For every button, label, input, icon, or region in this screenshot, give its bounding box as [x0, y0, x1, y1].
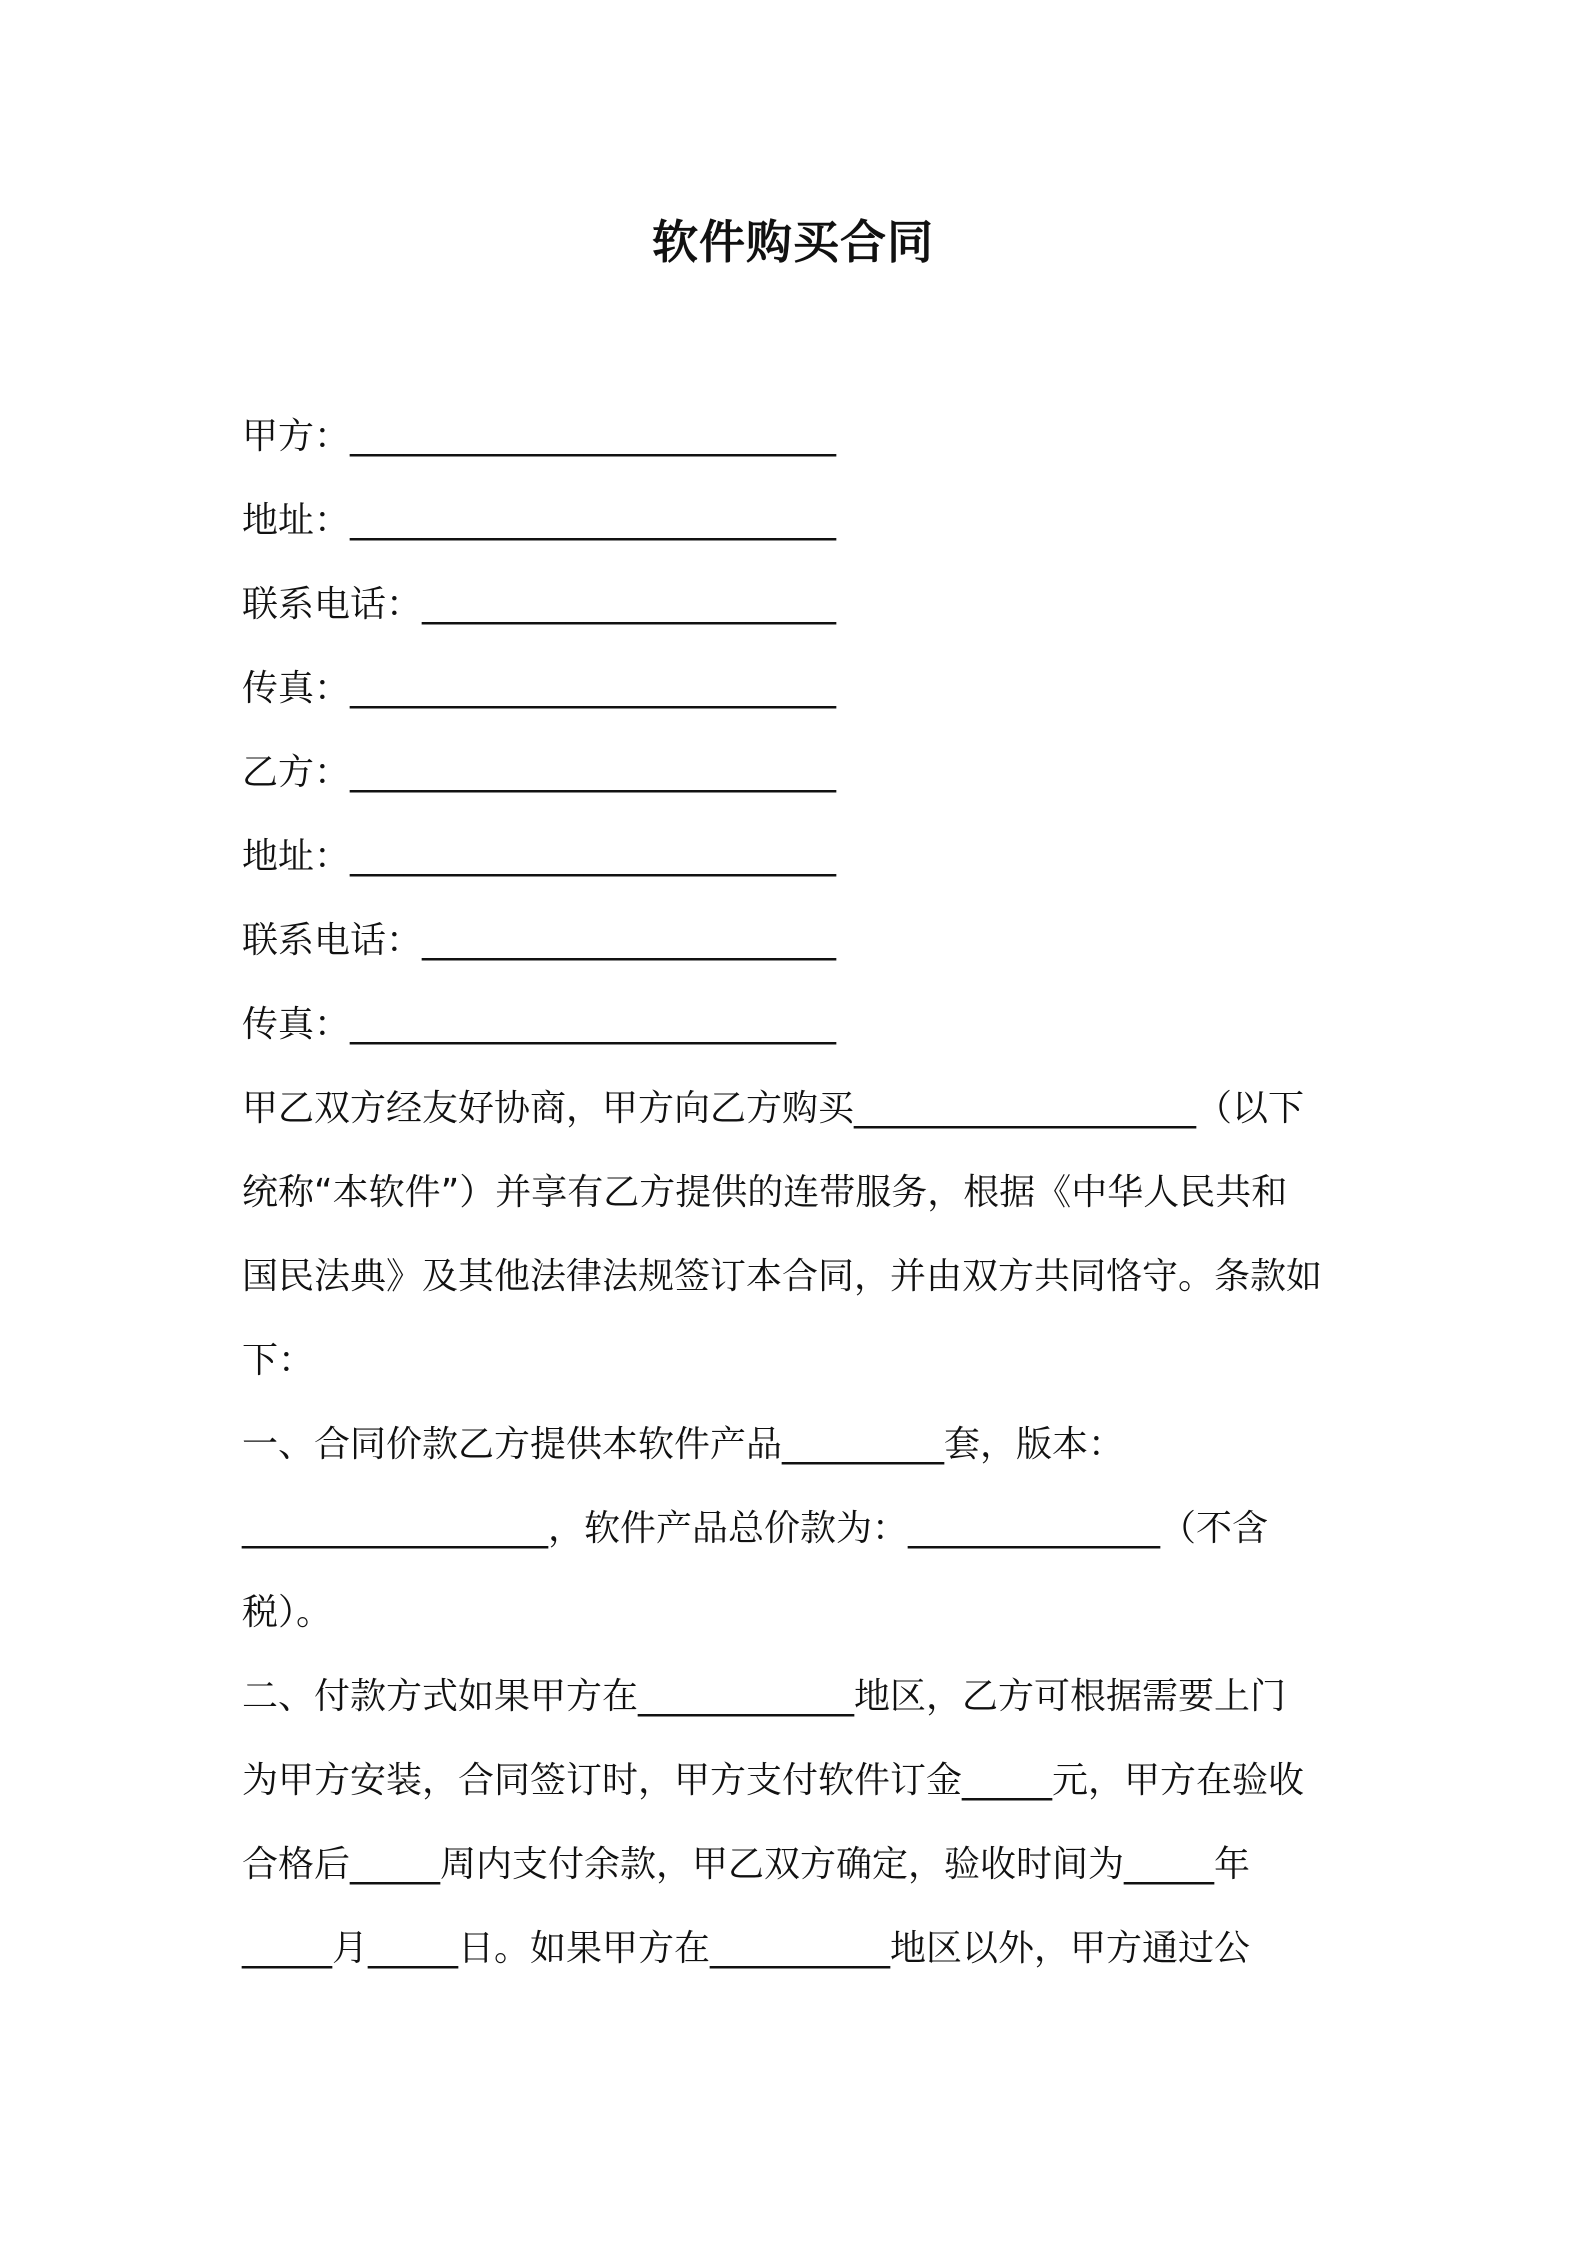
- party-a-phone-field: 联系电话：_______________________: [242, 584, 837, 625]
- party-a-address-field: 地址：___________________________: [242, 500, 837, 541]
- clause-1-line: 一、合同价款乙方提供本软件产品_________套，版本：: [242, 1424, 1125, 1465]
- clause-2-line: 合格后_____周内支付余款，甲乙双方确定，验收时间为_____年: [242, 1844, 1251, 1885]
- party-a-fax-field: 传真：___________________________: [242, 668, 837, 709]
- clause-1-line: _________________，软件产品总价款为：______________（不含: [242, 1508, 1269, 1549]
- clause-1-line: 税）。: [242, 1592, 333, 1633]
- party-b-fax-field: 传真：___________________________: [242, 1004, 837, 1045]
- body-line: 统称“本软件”）并享有乙方提供的连带服务，根据《中华人民共和: [242, 1172, 1288, 1213]
- clause-2-line: _____月_____日。如果甲方在__________地区以外，甲方通过公: [242, 1928, 1251, 1969]
- party-a-name-field: 甲方：___________________________: [242, 416, 837, 457]
- clause-2-line: 二、付款方式如果甲方在____________地区，乙方可根据需要上门: [242, 1676, 1287, 1717]
- document-title: 软件购买合同: [652, 215, 934, 269]
- party-b-name-field: 乙方：___________________________: [242, 752, 837, 793]
- clause-2-line: 为甲方安装，合同签订时，甲方支付软件订金_____元，甲方在验收: [242, 1760, 1305, 1801]
- party-b-phone-field: 联系电话：_______________________: [242, 920, 837, 961]
- body-line: 下：: [242, 1340, 315, 1381]
- body-line: 国民法典》及其他法律法规签订本合同，并由双方共同恪守。条款如: [242, 1256, 1323, 1297]
- body-line: 甲乙双方经友好协商，甲方向乙方购买___________________（以下: [242, 1088, 1305, 1129]
- party-b-address-field: 地址：___________________________: [242, 836, 837, 877]
